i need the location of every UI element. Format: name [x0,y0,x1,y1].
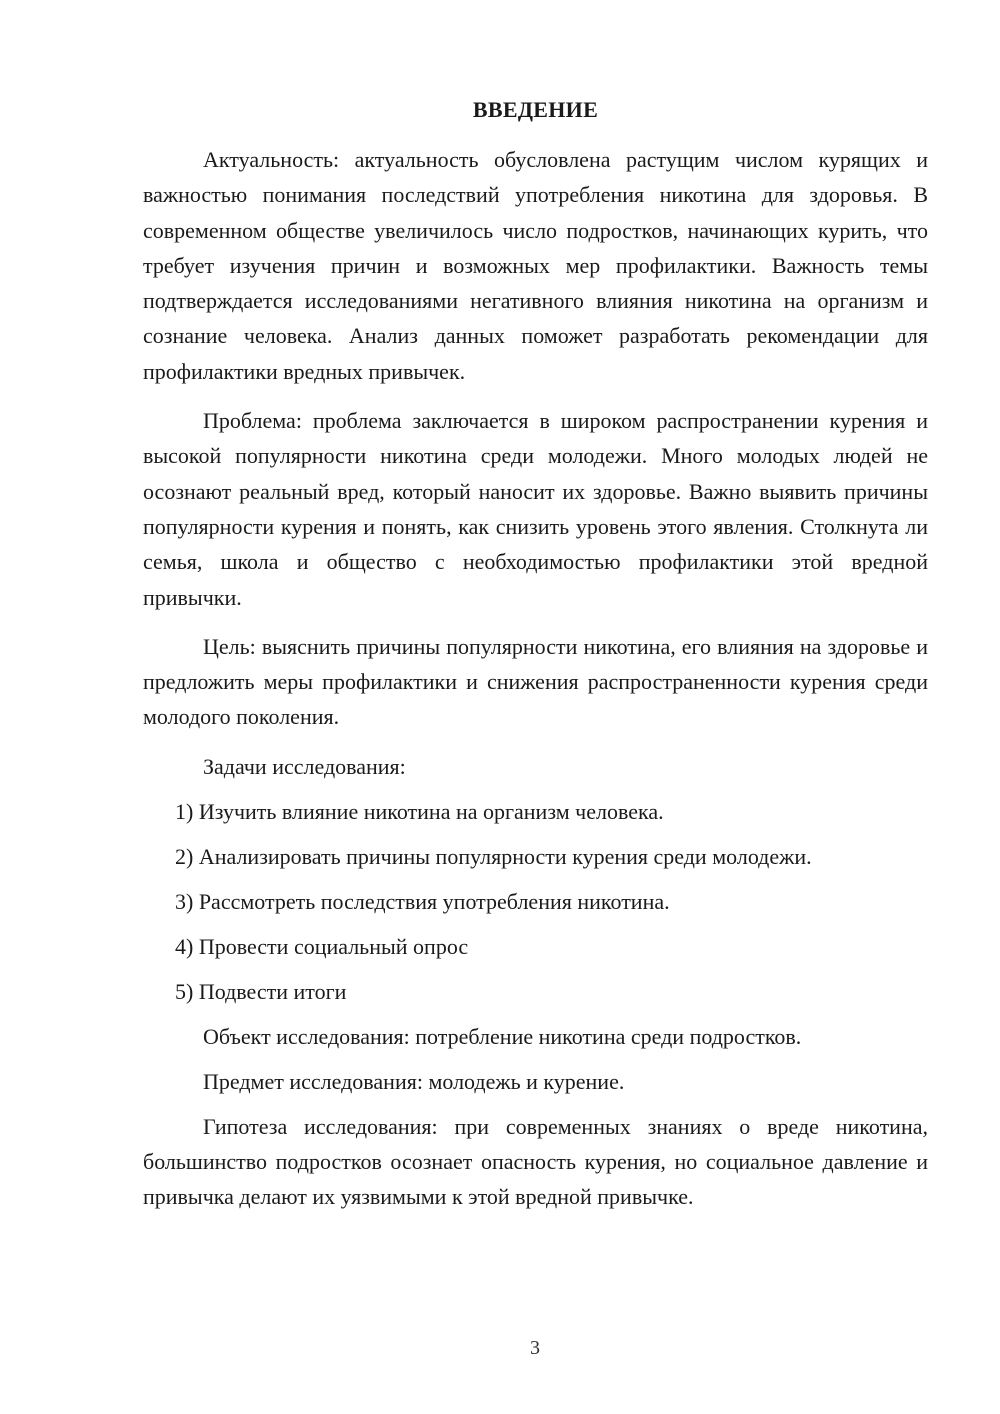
task-item-5: 5) Подвести итоги [175,978,347,1004]
task-item-4: 4) Провести социальный опрос [175,933,469,959]
task-item-2: 2) Анализировать причины популярности курения среди молодежи. [175,843,812,869]
paragraph-hypothesis: Гипотеза исследования: при современных знаниях о вреде никотина, большинство подростков осознает опасность курения, но социальное давление и привычка делают их уязвимыми к этой вредной привычке. [143,1113,928,1210]
paragraph-problem: Проблема: проблема заключается в широком распространении курения и высокой популярности никотина среди молодежи. Много молодых людей не осознают реальный вред, который наносит их здоровье. Важно выявить причины популярности курения и понять, как снизить уровень этого явления. Столкнута ли семья, школа и общество с необходимостью профилактики этой вредной привычки. [143,408,928,610]
paragraph-relevance: Актуальность: актуальность обусловлена растущим числом курящих и важностью понимания последствий употребления никотина для здоровья. В современном обществе увеличилось число подростков, начинающих курить, что требует изучения причин и возможных мер профилактики. Важность темы подтверждается исследованиями негативного влияния никотина на организм и сознание человека. Анализ данных поможет разработать рекомендации для профилактики вредных привычек. [143,147,928,384]
section-heading: ВВЕДЕНИЕ [472,97,599,122]
page-number: 3 [530,1337,540,1359]
task-item-1: 1) Изучить влияние никотина на организм человека. [175,798,664,824]
research-subject: Предмет исследования: молодежь и курение. [203,1068,625,1094]
research-object: Объект исследования: потребление никотина среди подростков. [203,1023,802,1049]
page-content [143,96,928,1229]
task-item-3: 3) Рассмотреть последствия употребления никотина. [175,888,670,914]
tasks-title: Задачи исследования: [203,753,406,779]
paragraph-goal: Цель: выяснить причины популярности никотина, его влияния на здоровье и предложить меры профилактики и снижения распространенности курения среди молодого поколения. [143,633,928,730]
